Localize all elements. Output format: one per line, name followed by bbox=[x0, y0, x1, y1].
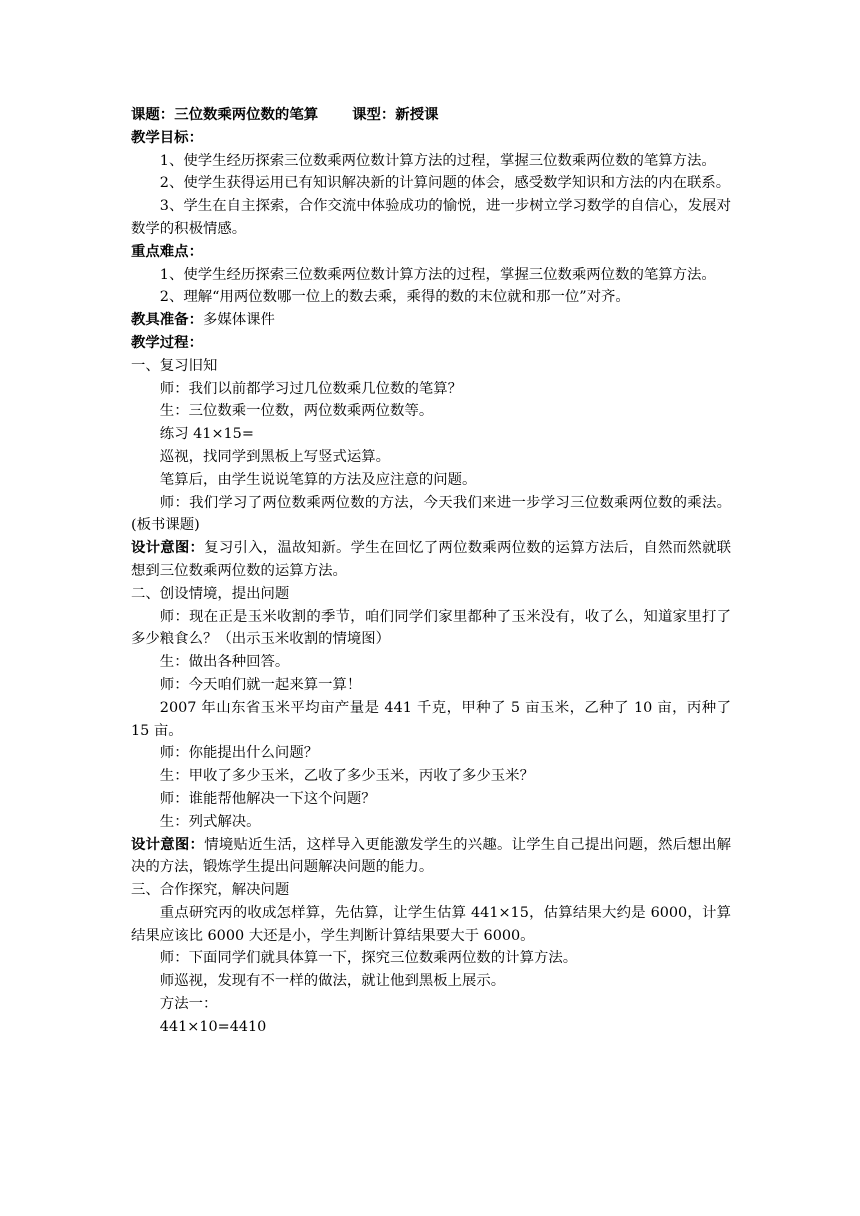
section-1-title: 一、复习旧知 bbox=[131, 357, 218, 374]
s2-line-1: 师：现在正是玉米收割的季节，咱们同学们家里都种了玉米没有，收了么，知道家里打了多少粮食么？（出示玉米收割的情境图） bbox=[131, 608, 731, 648]
design-intent-1 bbox=[131, 537, 731, 583]
key-points-heading: 重点难点： bbox=[131, 242, 203, 260]
s1-line-5: 笔算后，由学生说说笔算的方法及应注意的问题。 bbox=[159, 471, 477, 488]
tools-value: 多媒体课件 bbox=[202, 312, 275, 329]
process-heading: 教学过程： bbox=[131, 333, 203, 351]
s1-line-2: 生：三位数乘一位数，两位数乘两位数等。 bbox=[159, 403, 434, 420]
tools-line bbox=[131, 309, 731, 332]
section-2-title: 二、创设情境，提出问题 bbox=[131, 585, 290, 602]
design-intent-2-text: 情境贴近生活，这样导入更能激发学生的兴趣。让学生自己提出问题，然后想出解决的方法，锻炼学生提出问题解决问题的能力。 bbox=[131, 836, 731, 876]
lesson-label: 课题： bbox=[131, 106, 175, 123]
design-intent-2 bbox=[131, 834, 731, 880]
lesson-type-label: 课型： bbox=[352, 106, 396, 123]
key-point-1: 1、使学生经历探索三位数乘两位数计算方法的过程，掌握三位数乘两位数的笔算方法。 bbox=[159, 266, 716, 283]
s1-line-6: 师：我们学习了两位数乘两位数的方法，今天我们来进一步学习三位数乘两位数的乘法。(板书课题) bbox=[131, 494, 731, 534]
s1-line-4: 巡视，找同学到黑板上写竖式运算。 bbox=[159, 448, 391, 465]
goal-item-1: 1、使学生经历探索三位数乘两位数计算方法的过程，掌握三位数乘两位数的笔算方法。 bbox=[159, 152, 716, 169]
s3-line-1: 重点研究丙的收成怎样算，先估算，让学生估算 441×15，估算结果大约是 6000，计算结果应该比 6000 大还是小，学生判断计算结果要大于 6000。 bbox=[131, 904, 731, 944]
design-intent-2-label: 设计意图： bbox=[131, 835, 205, 853]
tools-label: 教具准备： bbox=[131, 311, 203, 329]
s3-line-5: 441×10=4410 bbox=[159, 1018, 267, 1035]
s1-line-3: 练习 41×15= bbox=[159, 426, 254, 443]
s2-line-6: 生：甲收了多少玉米，乙收了多少玉米，丙收了多少玉米？ bbox=[159, 768, 534, 785]
goals-heading: 教学目标： bbox=[131, 128, 203, 146]
s1-line-1: 师：我们以前都学习过几位数乘几位数的笔算？ bbox=[159, 380, 463, 397]
key-point-2: 2、理解“用两位数哪一位上的数去乘，乘得的数的末位就和那一位”对齐。 bbox=[159, 289, 630, 306]
s2-line-3: 师：今天咱们就一起来算一算！ bbox=[159, 676, 362, 693]
s3-line-2: 师：下面同学们就具体算一下，探究三位数乘两位数的计算方法。 bbox=[159, 950, 578, 967]
s2-line-5: 师：你能提出什么问题？ bbox=[159, 745, 319, 762]
s2-line-4: 2007 年山东省玉米平均亩产量是 441 千克，甲种了 5 亩玉米，乙种了 10 亩，丙种了 15 亩。 bbox=[131, 699, 731, 739]
s2-line-7: 师：谁能帮他解决一下这个问题？ bbox=[159, 790, 376, 807]
lesson-type: 新授课 bbox=[395, 106, 439, 123]
document-page bbox=[131, 104, 731, 1039]
design-intent-1-label: 设计意图： bbox=[131, 539, 205, 557]
lesson-title: 三位数乘两位数的笔算 bbox=[174, 106, 319, 123]
s3-line-3: 师巡视，发现有不一样的做法，就让他到黑板上展示。 bbox=[159, 973, 506, 990]
goal-item-3: 3、学生在自主探索，合作交流中体验成功的愉悦，进一步树立学习数学的自信心，发展对数学的积极情感。 bbox=[131, 198, 731, 237]
section-3-title: 三、合作探究，解决问题 bbox=[131, 882, 290, 899]
goal-item-2: 2、使学生获得运用已有知识解决新的计算问题的体会，感受数学知识和方法的内在联系。 bbox=[159, 175, 731, 192]
title-line bbox=[131, 104, 731, 127]
s2-line-8: 生：列式解决。 bbox=[159, 813, 261, 830]
design-intent-1-text: 复习引入，温故知新。学生在回忆了两位数乘两位数的运算方法后，自然而然就联想到三位数乘两位数的运算方法。 bbox=[131, 540, 731, 579]
s3-line-4: 方法一： bbox=[159, 996, 218, 1013]
s2-line-2: 生：做出各种回答。 bbox=[159, 654, 290, 671]
